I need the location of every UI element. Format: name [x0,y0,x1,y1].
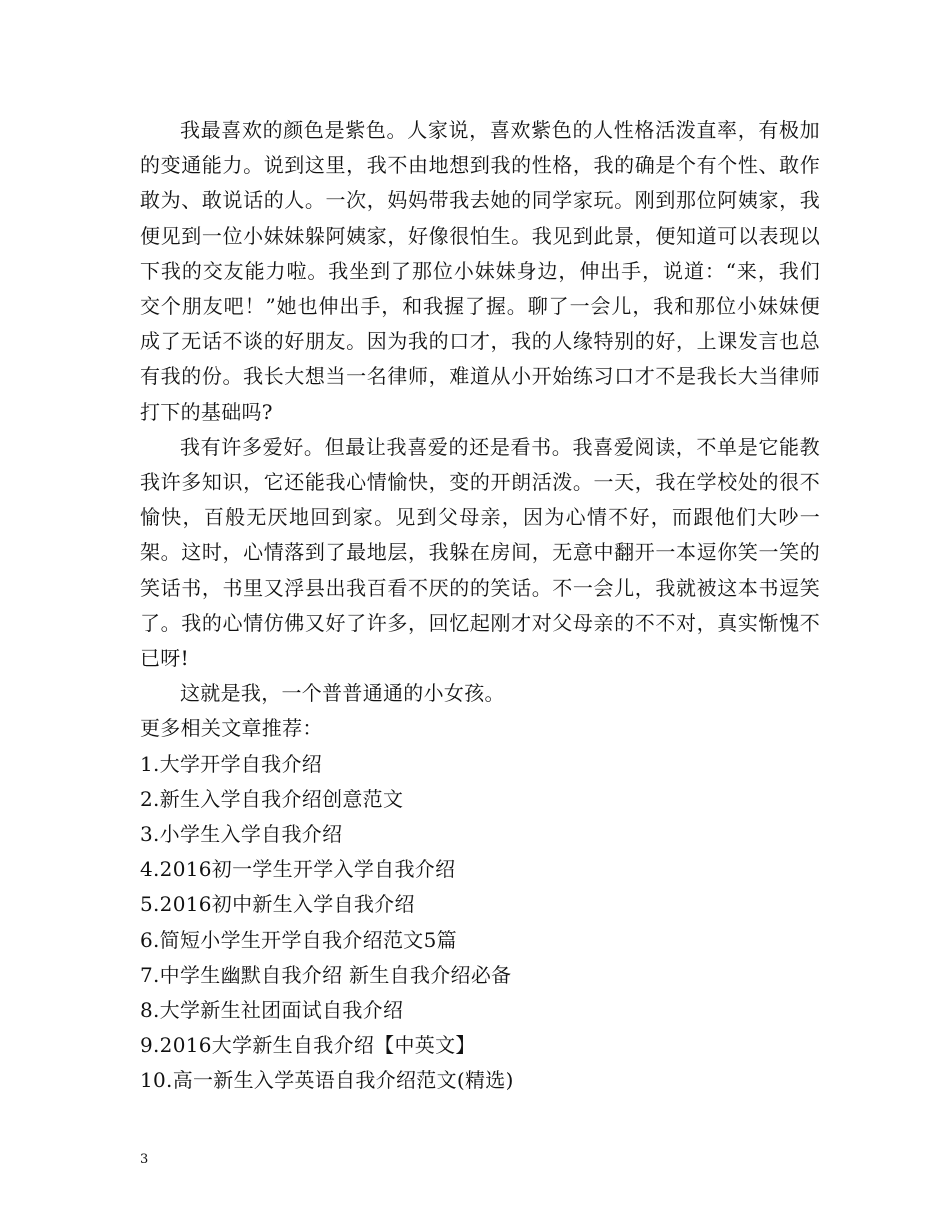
document-body [140,113,820,1099]
related-article-link[interactable]: 6.简短小学生开学自我介绍范文5篇 [140,927,457,952]
related-article-link[interactable]: 10.高一新生入学英语自我介绍范文(精选) [140,1068,514,1093]
paragraph-conclusion: 这就是我，一个普普通通的小女孩。 [180,681,505,706]
related-article-link[interactable]: 1.大学开学自我介绍 [140,751,323,776]
related-articles-heading: 更多相关文章推荐： [140,716,323,741]
paragraph-hobbies: 我有许多爱好。但最让我喜爱的还是看书。我喜爱阅读，不单是它能教我许多知识，它还能我心情愉快，变的开朗活泼。一天，我在学校处的很不愉快，百般无厌地回到家。见到父母亲，因为心情不好，而跟他们大吵一架。这时，心情落到了最地层，我躲在房间，无意中翻开一本逗你笑一笑的笑话书，书里又浮县出我百看不厌的的笑话。不一会儿，我就被这本书逗笑了。我的心情仿佛又好了许多，回忆起刚才对父母亲的不不对，真实惭愧不已呀! [140,434,820,671]
page-number: 3 [140,1152,149,1167]
related-article-link[interactable]: 2.新生入学自我介绍创意范文 [140,786,404,811]
related-article-link[interactable]: 9.2016大学新生自我介绍【中英文】 [140,1033,476,1058]
related-article-link[interactable]: 3.小学生入学自我介绍 [140,822,343,847]
related-article-link[interactable]: 4.2016初一学生开学入学自我介绍 [140,857,456,882]
related-articles-list [140,747,820,1099]
paragraph-favorite-color: 我最喜欢的颜色是紫色。人家说，喜欢紫色的人性格活泼直率，有极加的变通能力。说到这里，我不由地想到我的性格，我的确是个有个性、敢作敢为、敢说话的人。一次，妈妈带我去她的同学家玩。刚到那位阿姨家，我便见到一位小妹妹躲阿姨家，好像很怕生。我见到此景，便知道可以表现以下我的交友能力啦。我坐到了那位小妹妹身边，伸出手，说道：“来，我们交个朋友吧！”她也伸出手，和我握了握。聊了一会儿，我和那位小妹妹便成了无话不谈的好朋友。因为我的口才，我的人缘特别的好，上课发言也总有我的份。我长大想当一名律师，难道从小开始练习口才不是我长大当律师打下的基础吗? [140,118,820,424]
related-article-link[interactable]: 5.2016初中新生入学自我介绍 [140,892,415,917]
related-article-link[interactable]: 7.中学生幽默自我介绍 新生自我介绍必备 [140,962,512,987]
related-article-link[interactable]: 8.大学新生社团面试自我介绍 [140,998,404,1023]
